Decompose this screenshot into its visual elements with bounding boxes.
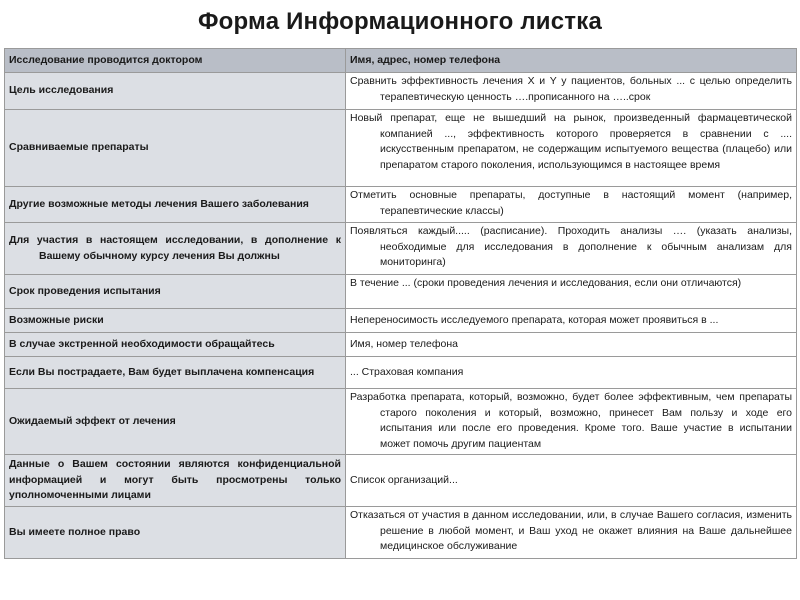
row-label: Данные о Вашем состоянии являются конфиденциальной информацией и могут быть просмотрены только уполномоченными лицами xyxy=(5,455,346,507)
row-value: Список организаций... xyxy=(346,455,797,507)
row-label: Другие возможные методы лечения Вашего заболевания xyxy=(5,187,346,223)
row-value: Сравнить эффективность лечения X и Y у пациентов, больных ... с целью определить терапевтическую ценность ….прописанного на …..срок xyxy=(346,73,797,110)
row-label: Цель исследования xyxy=(5,73,346,110)
row-label: Для участия в настоящем исследовании, в дополнение к Вашему обычному курсу лечения Вы должны xyxy=(5,223,346,275)
row-label: Если Вы пострадаете, Вам будет выплачена компенсация xyxy=(5,357,346,389)
table-row xyxy=(5,333,797,357)
row-label: Срок проведения испытания xyxy=(5,275,346,309)
table-header-row xyxy=(5,49,797,73)
row-label: Вы имеете полное право xyxy=(5,507,346,559)
row-value: Разработка препарата, который, возможно, будет более эффективным, чем препараты старого поколения и который, возможно, принесет Вам пользу и ходе его испытания или после его проведения. Кроме того. Ваше участие в испытании может помочь другим пациентам xyxy=(346,389,797,455)
header-cell-contact: Имя, адрес, номер телефона xyxy=(346,49,797,73)
row-value: Непереносимость исследуемого препарата, которая может проявиться в ... xyxy=(346,309,797,333)
table-row xyxy=(5,455,797,507)
row-label: Возможные риски xyxy=(5,309,346,333)
row-label: Сравниваемые препараты xyxy=(5,110,346,187)
info-form-table xyxy=(4,48,797,559)
table-row xyxy=(5,357,797,389)
row-value: В течение ... (сроки проведения лечения и исследования, если они отличаются) xyxy=(346,275,797,309)
table-row xyxy=(5,110,797,187)
table-row xyxy=(5,507,797,559)
table-row xyxy=(5,187,797,223)
row-value: Отметить основные препараты, доступные в настоящий момент (например, терапевтические классы) xyxy=(346,187,797,223)
page-title: Форма Информационного листка xyxy=(197,8,603,35)
row-value: ... Страховая компания xyxy=(346,357,797,389)
row-value: Имя, номер телефона xyxy=(346,333,797,357)
table-row xyxy=(5,309,797,333)
table-row xyxy=(5,223,797,275)
row-value: Отказаться от участия в данном исследовании, или, в случае Вашего согласия, изменить решение в любой момент, и Ваш уход не окажет влияния на Ваше дальнейшее медицинское обслуживание xyxy=(346,507,797,559)
row-label: Ожидаемый эффект от лечения xyxy=(5,389,346,455)
table-row xyxy=(5,275,797,309)
row-value: Новый препарат, еще не вышедший на рынок, произведенный фармацевтической компанией ..., эффективность которого проверяется в сравнении с .... искусственным препаратом, не содержащим испытуемого вещества (плацебо) или препаратом старого поколения, использующимся в настоящее время xyxy=(346,110,797,187)
table-row xyxy=(5,73,797,110)
table-row xyxy=(5,389,797,455)
row-label: В случае экстренной необходимости обращайтесь xyxy=(5,333,346,357)
row-value: Появляться каждый..... (расписание). Проходить анализы …. (указать анализы, необходимые для исследования в дополнение к обычным анализам для мониторинга) xyxy=(346,223,797,275)
header-cell-doctor: Исследование проводится доктором xyxy=(5,49,346,73)
